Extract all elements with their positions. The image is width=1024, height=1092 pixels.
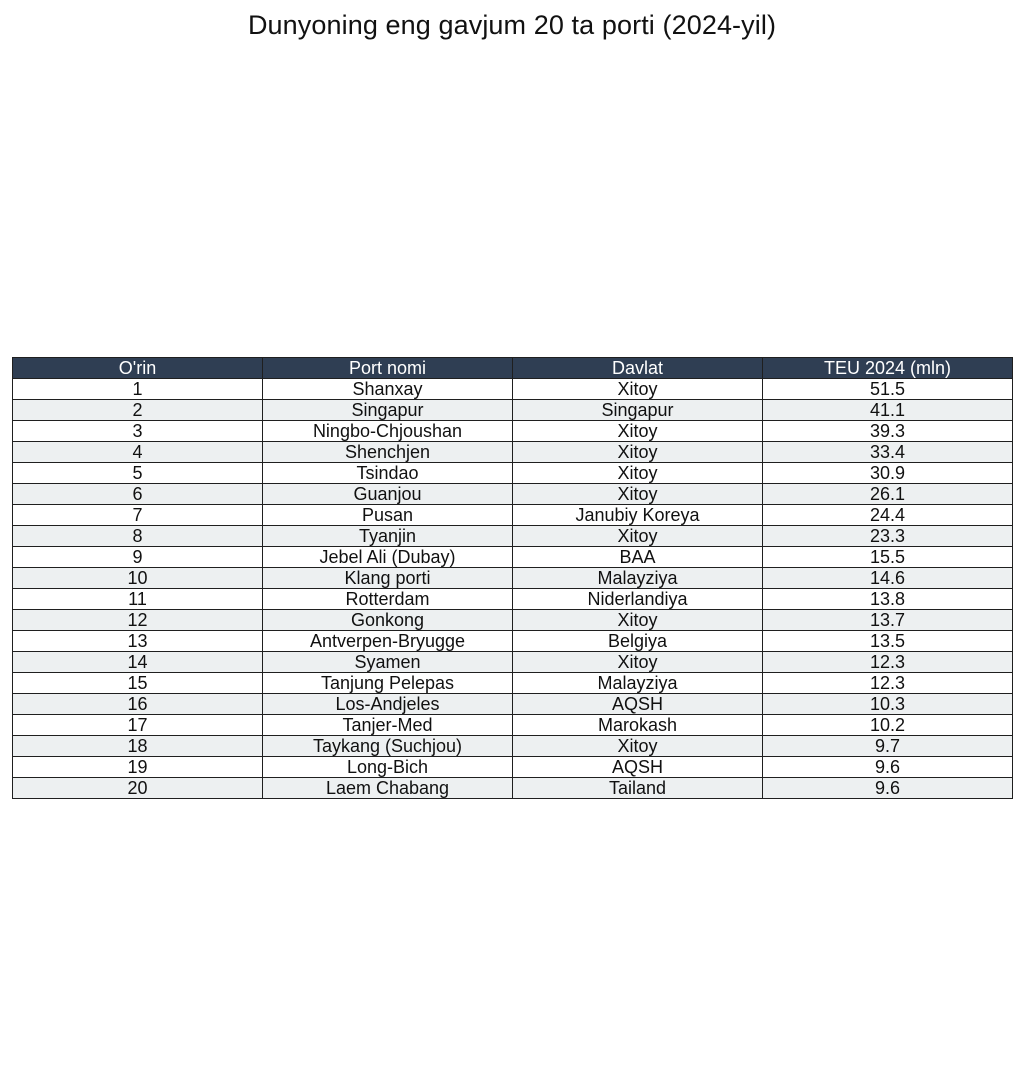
cell-rank: 11	[13, 589, 263, 610]
cell-country: Xitoy	[513, 379, 763, 400]
cell-teu: 24.4	[763, 505, 1013, 526]
cell-teu: 12.3	[763, 673, 1013, 694]
cell-country: AQSH	[513, 757, 763, 778]
cell-country: Malayziya	[513, 568, 763, 589]
cell-teu: 10.3	[763, 694, 1013, 715]
cell-rank: 5	[13, 463, 263, 484]
cell-rank: 9	[13, 547, 263, 568]
table-row	[13, 463, 1013, 484]
cell-teu: 33.4	[763, 442, 1013, 463]
cell-country: BAA	[513, 547, 763, 568]
cell-teu: 9.6	[763, 757, 1013, 778]
table-row	[13, 526, 1013, 547]
cell-teu: 15.5	[763, 547, 1013, 568]
cell-port-name: Tanjer-Med	[263, 715, 513, 736]
cell-rank: 12	[13, 610, 263, 631]
cell-port-name: Shenchjen	[263, 442, 513, 463]
table-row	[13, 379, 1013, 400]
ports-table	[12, 357, 1013, 799]
table-header-row	[13, 358, 1013, 379]
cell-rank: 17	[13, 715, 263, 736]
cell-port-name: Antverpen-Bryugge	[263, 631, 513, 652]
table-row	[13, 505, 1013, 526]
cell-rank: 19	[13, 757, 263, 778]
cell-port-name: Ningbo-Chjoushan	[263, 421, 513, 442]
table-row	[13, 757, 1013, 778]
column-header-port-name: Port nomi	[263, 358, 513, 379]
cell-rank: 3	[13, 421, 263, 442]
cell-port-name: Shanxay	[263, 379, 513, 400]
cell-country: Niderlandiya	[513, 589, 763, 610]
cell-teu: 9.7	[763, 736, 1013, 757]
table-row	[13, 610, 1013, 631]
cell-port-name: Rotterdam	[263, 589, 513, 610]
cell-rank: 16	[13, 694, 263, 715]
cell-rank: 10	[13, 568, 263, 589]
cell-port-name: Klang porti	[263, 568, 513, 589]
table-row	[13, 421, 1013, 442]
table-row	[13, 442, 1013, 463]
table-row	[13, 547, 1013, 568]
table-body	[13, 379, 1013, 799]
cell-rank: 2	[13, 400, 263, 421]
table-row	[13, 589, 1013, 610]
cell-country: Belgiya	[513, 631, 763, 652]
cell-teu: 10.2	[763, 715, 1013, 736]
cell-port-name: Gonkong	[263, 610, 513, 631]
cell-rank: 14	[13, 652, 263, 673]
table-row	[13, 484, 1013, 505]
cell-country: Malayziya	[513, 673, 763, 694]
cell-rank: 1	[13, 379, 263, 400]
cell-port-name: Los-Andjeles	[263, 694, 513, 715]
cell-port-name: Tanjung Pelepas	[263, 673, 513, 694]
cell-rank: 18	[13, 736, 263, 757]
cell-port-name: Long-Bich	[263, 757, 513, 778]
cell-port-name: Tyanjin	[263, 526, 513, 547]
cell-country: Marokash	[513, 715, 763, 736]
table-title: Dunyoning eng gavjum 20 ta porti (2024-yil)	[247, 10, 777, 40]
cell-port-name: Singapur	[263, 400, 513, 421]
column-header-country: Davlat	[513, 358, 763, 379]
cell-country: Janubiy Koreya	[513, 505, 763, 526]
cell-country: Xitoy	[513, 610, 763, 631]
table-row	[13, 778, 1013, 799]
cell-country: Singapur	[513, 400, 763, 421]
cell-teu: 13.5	[763, 631, 1013, 652]
cell-teu: 14.6	[763, 568, 1013, 589]
cell-country: Xitoy	[513, 421, 763, 442]
cell-teu: 23.3	[763, 526, 1013, 547]
cell-port-name: Guanjou	[263, 484, 513, 505]
cell-rank: 4	[13, 442, 263, 463]
table-row	[13, 736, 1013, 757]
cell-country: Xitoy	[513, 652, 763, 673]
cell-country: AQSH	[513, 694, 763, 715]
cell-teu: 41.1	[763, 400, 1013, 421]
cell-country: Tailand	[513, 778, 763, 799]
cell-teu: 51.5	[763, 379, 1013, 400]
cell-rank: 8	[13, 526, 263, 547]
cell-port-name: Jebel Ali (Dubay)	[263, 547, 513, 568]
column-header-teu: TEU 2024 (mln)	[763, 358, 1013, 379]
cell-country: Xitoy	[513, 736, 763, 757]
cell-rank: 15	[13, 673, 263, 694]
cell-country: Xitoy	[513, 442, 763, 463]
cell-rank: 20	[13, 778, 263, 799]
cell-teu: 26.1	[763, 484, 1013, 505]
cell-rank: 6	[13, 484, 263, 505]
table-row	[13, 715, 1013, 736]
cell-teu: 13.7	[763, 610, 1013, 631]
cell-teu: 9.6	[763, 778, 1013, 799]
cell-port-name: Taykang (Suchjou)	[263, 736, 513, 757]
cell-port-name: Syamen	[263, 652, 513, 673]
cell-country: Xitoy	[513, 484, 763, 505]
cell-port-name: Tsindao	[263, 463, 513, 484]
cell-rank: 13	[13, 631, 263, 652]
column-header-rank: O'rin	[13, 358, 263, 379]
cell-country: Xitoy	[513, 526, 763, 547]
cell-port-name: Laem Chabang	[263, 778, 513, 799]
cell-teu: 30.9	[763, 463, 1013, 484]
table-row	[13, 631, 1013, 652]
cell-teu: 12.3	[763, 652, 1013, 673]
table-row	[13, 694, 1013, 715]
cell-rank: 7	[13, 505, 263, 526]
cell-teu: 39.3	[763, 421, 1013, 442]
table-row	[13, 652, 1013, 673]
table-row	[13, 568, 1013, 589]
cell-teu: 13.8	[763, 589, 1013, 610]
table-row	[13, 673, 1013, 694]
table-row	[13, 400, 1013, 421]
cell-country: Xitoy	[513, 463, 763, 484]
cell-port-name: Pusan	[263, 505, 513, 526]
